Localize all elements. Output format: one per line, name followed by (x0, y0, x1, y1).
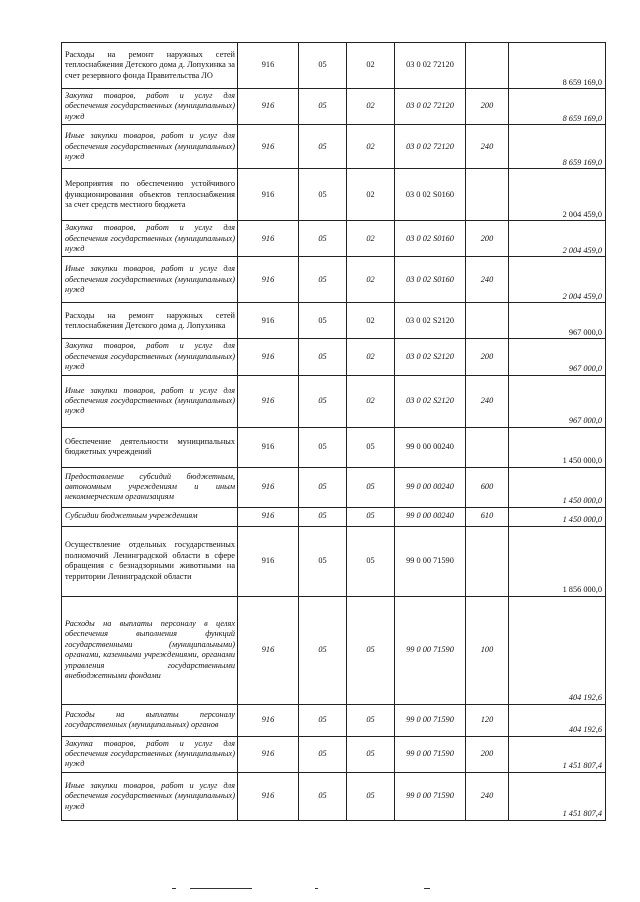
expense-type-code: 240 (466, 257, 509, 303)
expense-type-code: 600 (466, 467, 509, 507)
budget-table (61, 42, 606, 821)
target-article-code: 99 0 00 00240 (395, 427, 466, 467)
expense-name: Субсидии бюджетным учреждениям (62, 507, 238, 526)
amount: 1 450 000,0 (509, 467, 606, 507)
subsection-code: 02 (347, 375, 395, 427)
expense-type-code: 200 (466, 221, 509, 257)
expense-name: Расходы на ремонт наружных сетей теплоснабжения Детского дома д. Лопухинка (62, 303, 238, 339)
admin-code: 916 (238, 169, 299, 221)
target-article-code: 03 0 02 72120 (395, 43, 466, 89)
target-article-code: 99 0 00 71590 (395, 736, 466, 772)
admin-code: 916 (238, 467, 299, 507)
expense-name: Осуществление отдельных государственных полномочий Ленинградской области в сфере обращения с безнадзорными животными на территории Ленинградской области (62, 526, 238, 596)
table-row (62, 125, 606, 169)
expense-name: Иные закупки товаров, работ и услуг для обеспечения государственных (муниципальных) нужд (62, 772, 238, 820)
target-article-code: 03 0 02 S0160 (395, 169, 466, 221)
subsection-code: 02 (347, 89, 395, 125)
subsection-code: 02 (347, 125, 395, 169)
table-row (62, 89, 606, 125)
admin-code: 916 (238, 596, 299, 704)
section-code: 05 (299, 507, 347, 526)
amount: 1 856 000,0 (509, 526, 606, 596)
target-article-code: 99 0 00 71590 (395, 704, 466, 736)
table-row (62, 303, 606, 339)
target-article-code: 99 0 00 71590 (395, 596, 466, 704)
admin-code: 916 (238, 427, 299, 467)
expense-name: Расходы на ремонт наружных сетей теплоснабжения Детского дома д. Лопухинка за счет резервного фонда Правительства ЛО (62, 43, 238, 89)
amount: 967 000,0 (509, 375, 606, 427)
section-code: 05 (299, 427, 347, 467)
subsection-code: 05 (347, 772, 395, 820)
expense-type-code: 200 (466, 339, 509, 375)
expense-type-code (466, 526, 509, 596)
subsection-code: 05 (347, 736, 395, 772)
expense-name: Закупка товаров, работ и услуг для обеспечения государственных (муниципальных) нужд (62, 89, 238, 125)
subsection-code: 05 (347, 427, 395, 467)
subsection-code: 02 (347, 221, 395, 257)
admin-code: 916 (238, 303, 299, 339)
amount: 1 450 000,0 (509, 507, 606, 526)
amount: 2 004 459,0 (509, 169, 606, 221)
section-code: 05 (299, 526, 347, 596)
expense-name: Расходы на выплаты персоналу государственных (муниципальных) органов (62, 704, 238, 736)
table-row (62, 43, 606, 89)
amount: 967 000,0 (509, 303, 606, 339)
target-article-code: 03 0 02 S2120 (395, 303, 466, 339)
amount: 1 451 807,4 (509, 772, 606, 820)
section-code: 05 (299, 375, 347, 427)
amount: 1 450 000,0 (509, 427, 606, 467)
expense-name: Мероприятия по обеспечению устойчивого функционирования объектов теплоснабжения за счет средств местного бюджета (62, 169, 238, 221)
target-article-code: 99 0 00 71590 (395, 526, 466, 596)
expense-type-code: 120 (466, 704, 509, 736)
subsection-code: 02 (347, 169, 395, 221)
expense-name: Закупка товаров, работ и услуг для обеспечения государственных (муниципальных) нужд (62, 736, 238, 772)
admin-code: 916 (238, 339, 299, 375)
section-code: 05 (299, 704, 347, 736)
admin-code: 916 (238, 125, 299, 169)
amount: 1 451 807,4 (509, 736, 606, 772)
expense-type-code (466, 43, 509, 89)
expense-type-code: 200 (466, 89, 509, 125)
subsection-code: 02 (347, 303, 395, 339)
expense-name: Закупка товаров, работ и услуг для обеспечения государственных (муниципальных) нужд (62, 339, 238, 375)
table-row (62, 526, 606, 596)
section-code: 05 (299, 89, 347, 125)
target-article-code: 99 0 00 00240 (395, 507, 466, 526)
table-row (62, 704, 606, 736)
table-row (62, 339, 606, 375)
section-code: 05 (299, 43, 347, 89)
expense-name: Предоставление субсидий бюджетным, автономным учреждениям и иным некоммерческим организациям (62, 467, 238, 507)
table-row (62, 772, 606, 820)
admin-code: 916 (238, 257, 299, 303)
amount: 404 192,6 (509, 596, 606, 704)
table-row (62, 221, 606, 257)
amount: 404 192,6 (509, 704, 606, 736)
section-code: 05 (299, 467, 347, 507)
target-article-code: 99 0 00 71590 (395, 772, 466, 820)
expense-type-code: 610 (466, 507, 509, 526)
expense-type-code: 100 (466, 596, 509, 704)
expense-type-code: 240 (466, 772, 509, 820)
subsection-code: 02 (347, 257, 395, 303)
table-row (62, 427, 606, 467)
section-code: 05 (299, 339, 347, 375)
expense-type-code: 240 (466, 125, 509, 169)
table-row (62, 257, 606, 303)
admin-code: 916 (238, 772, 299, 820)
expense-type-code (466, 303, 509, 339)
section-code: 05 (299, 303, 347, 339)
target-article-code: 03 0 02 S2120 (395, 375, 466, 427)
amount: 8 659 169,0 (509, 43, 606, 89)
amount: 8 659 169,0 (509, 89, 606, 125)
amount: 8 659 169,0 (509, 125, 606, 169)
subsection-code: 05 (347, 467, 395, 507)
subsection-code: 05 (347, 704, 395, 736)
target-article-code: 03 0 02 S0160 (395, 221, 466, 257)
subsection-code: 02 (347, 43, 395, 89)
target-article-code: 03 0 02 72120 (395, 89, 466, 125)
section-code: 05 (299, 772, 347, 820)
expense-type-code (466, 427, 509, 467)
target-article-code: 03 0 02 72120 (395, 125, 466, 169)
table-row (62, 507, 606, 526)
expense-name: Иные закупки товаров, работ и услуг для обеспечения государственных (муниципальных) нужд (62, 257, 238, 303)
section-code: 05 (299, 221, 347, 257)
target-article-code: 03 0 02 S2120 (395, 339, 466, 375)
admin-code: 916 (238, 89, 299, 125)
expense-name: Обеспечение деятельности муниципальных бюджетных учреждений (62, 427, 238, 467)
section-code: 05 (299, 169, 347, 221)
subsection-code: 05 (347, 507, 395, 526)
subsection-code: 02 (347, 339, 395, 375)
section-code: 05 (299, 257, 347, 303)
target-article-code: 03 0 02 S0160 (395, 257, 466, 303)
table-row (62, 375, 606, 427)
subsection-code: 05 (347, 596, 395, 704)
amount: 967 000,0 (509, 339, 606, 375)
admin-code: 916 (238, 375, 299, 427)
subsection-code: 05 (347, 526, 395, 596)
amount: 2 004 459,0 (509, 221, 606, 257)
table-row (62, 467, 606, 507)
table-row (62, 169, 606, 221)
target-article-code: 99 0 00 00240 (395, 467, 466, 507)
admin-code: 916 (238, 704, 299, 736)
amount: 2 004 459,0 (509, 257, 606, 303)
expense-name: Закупка товаров, работ и услуг для обеспечения государственных (муниципальных) нужд (62, 221, 238, 257)
page-bottom-marks (0, 888, 640, 898)
expense-name: Иные закупки товаров, работ и услуг для обеспечения государственных (муниципальных) нужд (62, 125, 238, 169)
admin-code: 916 (238, 43, 299, 89)
admin-code: 916 (238, 507, 299, 526)
section-code: 05 (299, 125, 347, 169)
admin-code: 916 (238, 221, 299, 257)
expense-name: Расходы на выплаты персоналу в целях обеспечения выполнения функций государственными (муниципальными) органами, казенными учреждениями, органами управления государственными внебюджетными фондами (62, 596, 238, 704)
table-row (62, 596, 606, 704)
expense-type-code: 200 (466, 736, 509, 772)
expense-type-code: 240 (466, 375, 509, 427)
admin-code: 916 (238, 736, 299, 772)
section-code: 05 (299, 736, 347, 772)
expense-type-code (466, 169, 509, 221)
section-code: 05 (299, 596, 347, 704)
budget-sheet (61, 42, 605, 821)
admin-code: 916 (238, 526, 299, 596)
table-row (62, 736, 606, 772)
expense-name: Иные закупки товаров, работ и услуг для обеспечения государственных (муниципальных) нужд (62, 375, 238, 427)
